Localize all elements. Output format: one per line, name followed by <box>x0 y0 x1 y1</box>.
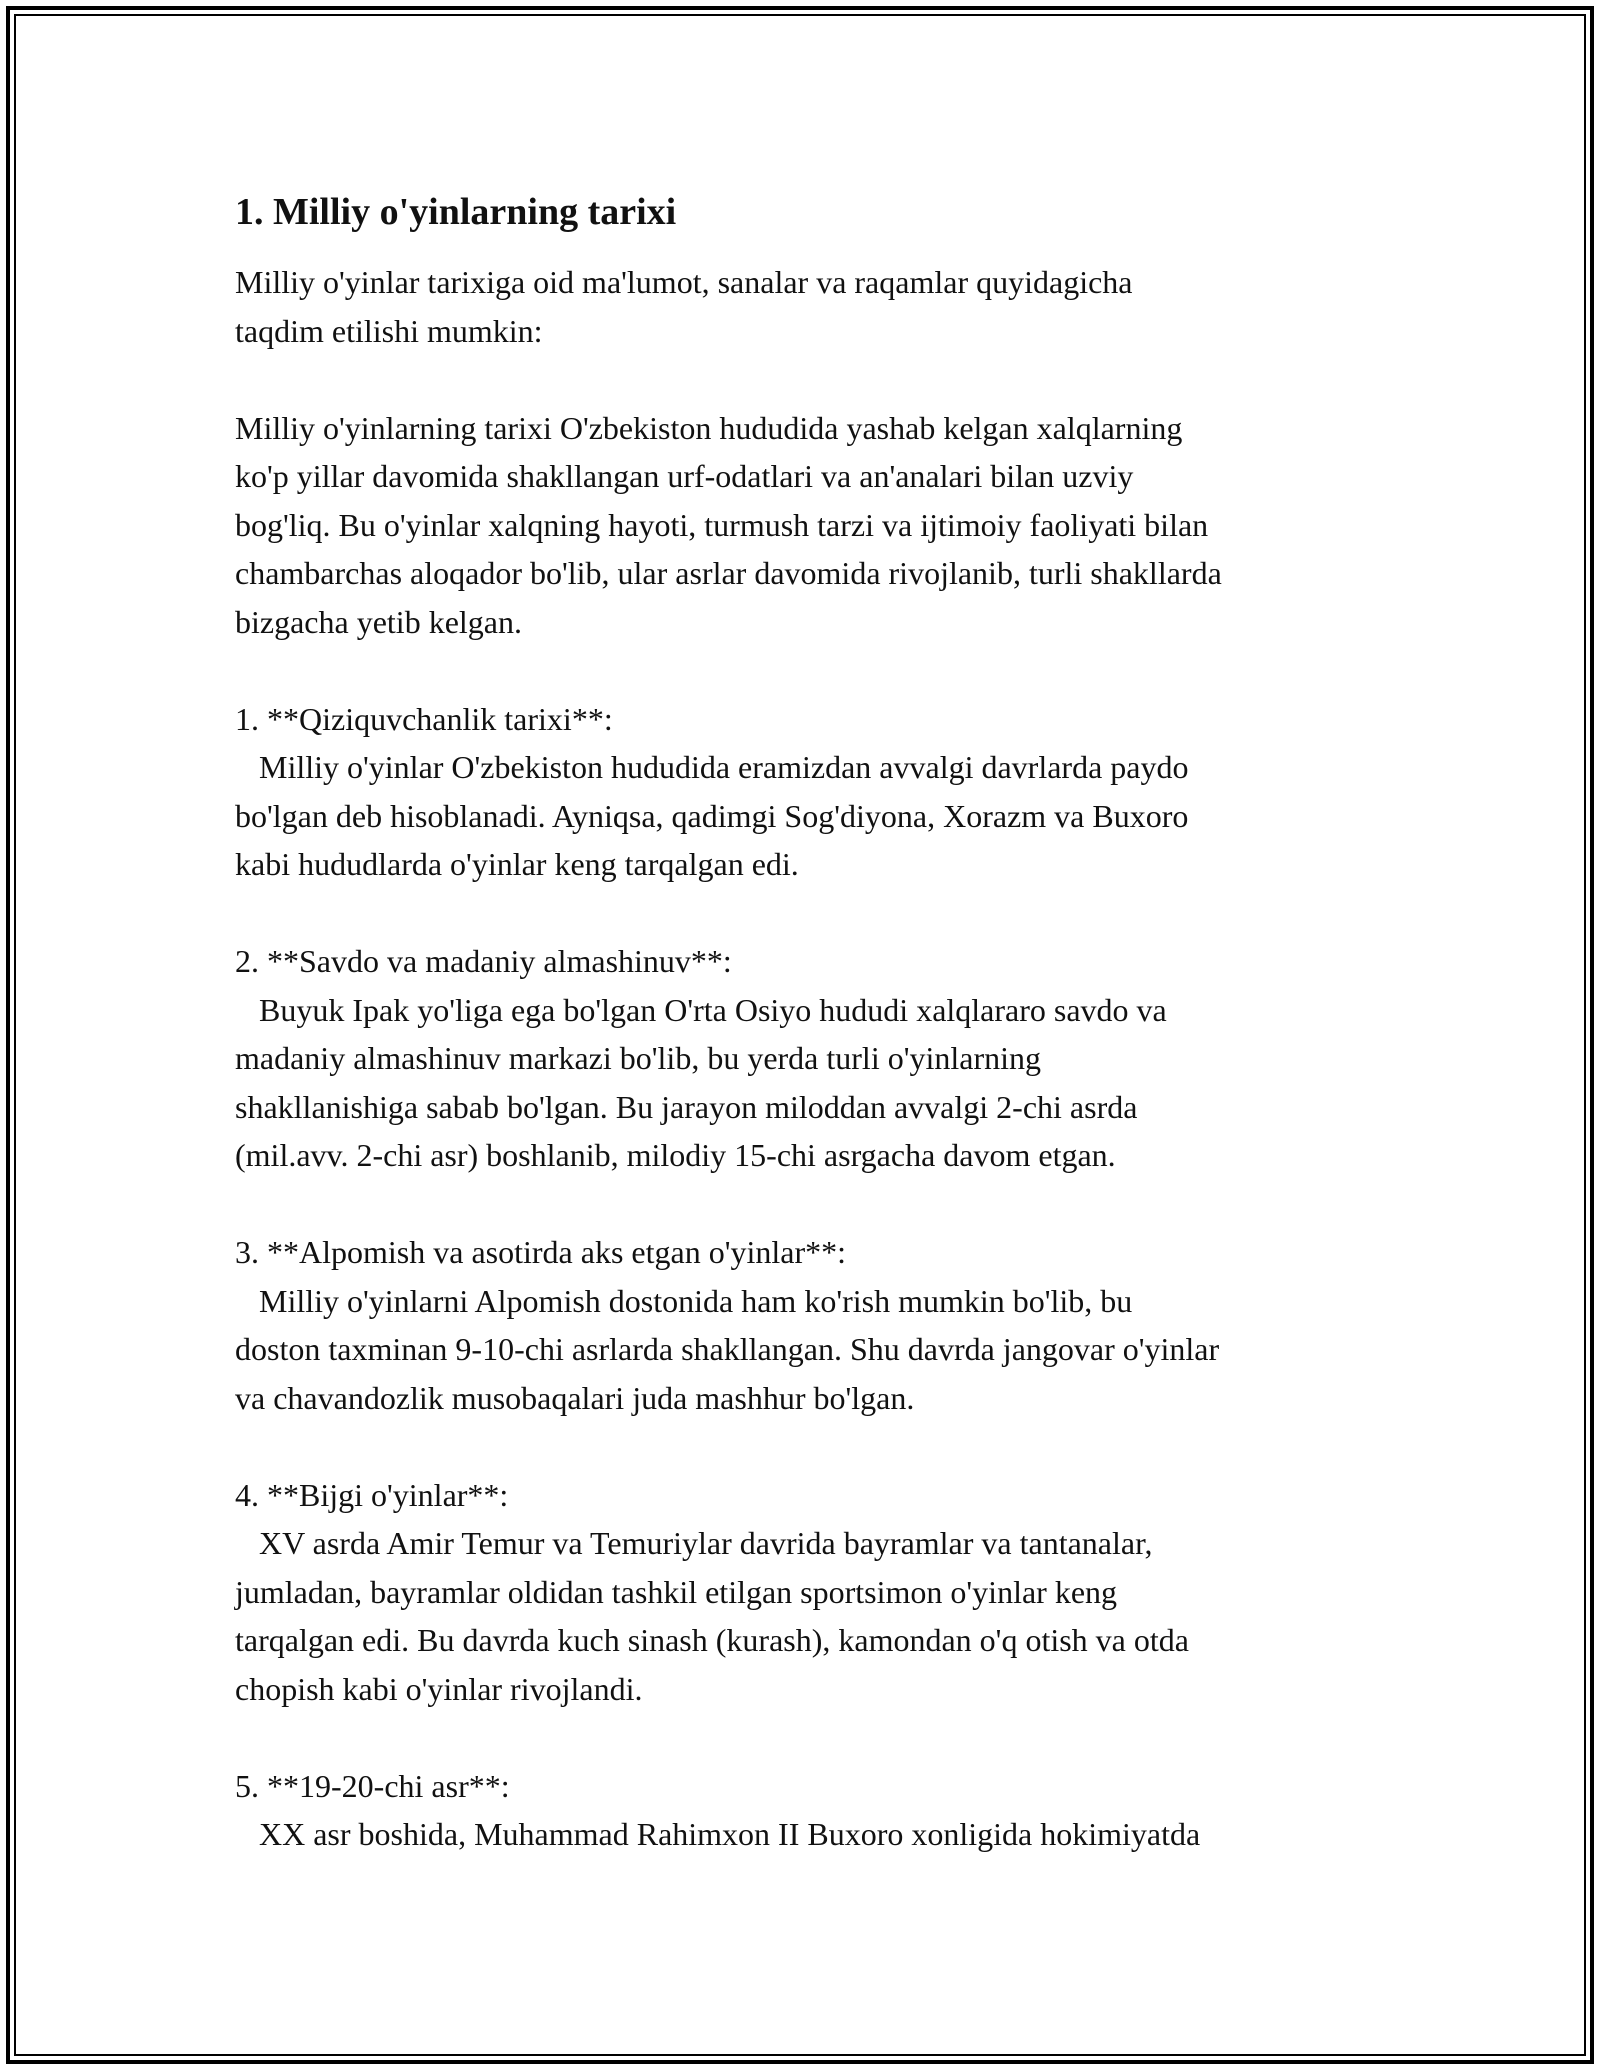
list-item <box>235 1471 1375 1714</box>
overview-paragraph: Milliy o'yinlarning tarixi O'zbekiston hududida yashab kelgan xalqlarning ko'p yillar davomida shakllangan urf-odatlari va an'analari bilan uzviy bog'liq. Bu o'yinlar xalqning hayoti, turmush tarzi va ijtimoiy faoliyati bilan chambarchas aloqador bo'lib, ular asrlar davomida rivojlanib, turli shakllarda bizgacha yetib kelgan. <box>235 409 1222 640</box>
list-item-title: 2. **Savdo va madaniy almashinuv**: <box>235 943 732 979</box>
list-item <box>235 695 1375 889</box>
list-item <box>235 1228 1375 1422</box>
intro-paragraph: Milliy o'yinlar tarixiga oid ma'lumot, sanalar va raqamlar quyidagicha taqdim etilishi mumkin: <box>235 264 1133 349</box>
document-body <box>235 186 1375 1859</box>
list-item-body: XV asrda Amir Temur va Temuriylar davrida bayramlar va tantanalar, jumladan, bayramlar oldidan tashkil etilgan sportsimon o'yinlar keng tarqalgan edi. Bu davrda kuch sinash (kurash), kamondan o'q otish va otda chopish kabi o'yinlar rivojlandi. <box>235 1525 1189 1707</box>
list-item-body: Buyuk Ipak yo'liga ega bo'lgan O'rta Osiyo hududi xalqlararo savdo va madaniy almashinuv markazi bo'lib, bu yerda turli o'yinlarning shakllanishiga sabab bo'lgan. Bu jarayon miloddan avvalgi 2-chi asrda (mil.avv. 2-chi asr) boshlanib, milodiy 15-chi asrgacha davom etgan. <box>235 991 1167 1173</box>
paragraph-gap <box>235 355 1375 404</box>
list-item-body: Milliy o'yinlarni Alpomish dostonida ham ko'rish mumkin bo'lib, bu doston taxminan 9-10-chi asrlarda shakllangan. Shu davrda jangovar o'yinlar va chavandozlik musobaqalari juda mashhur bo'lgan. <box>235 1282 1220 1416</box>
paragraph-gap <box>235 1422 1375 1471</box>
list-item <box>235 937 1375 1180</box>
paragraph-gap <box>235 889 1375 938</box>
paragraph-gap <box>235 646 1375 695</box>
list-item-title: 4. **Bijgi o'yinlar**: <box>235 1476 509 1513</box>
list-item-body: XX asr boshida, Muhammad Rahimxon II Buxoro xonligida hokimiyatda <box>235 1816 1201 1852</box>
paragraph-gap <box>235 1713 1375 1762</box>
list-item-title: 5. **19-20-chi asr**: <box>235 1767 510 1804</box>
list-item-body: Milliy o'yinlar O'zbekiston hududida eramizdan avvalgi davrlarda paydo bo'lgan deb hisoblanadi. Ayniqsa, qadimgi Sog'diyona, Xorazm va Buxoro kabi hududlarda o'yinlar keng tarqalgan edi. <box>235 749 1189 882</box>
list-item <box>235 1762 1375 1859</box>
paragraph-gap <box>235 1180 1375 1229</box>
list-item-title: 3. **Alpomish va asotirda aks etgan o'yinlar**: <box>235 1234 846 1270</box>
list-item-title: 1. **Qiziquvchanlik tarixi**: <box>235 700 613 737</box>
section-heading: 1. Milliy o'yinlarning tarixi <box>235 191 677 233</box>
